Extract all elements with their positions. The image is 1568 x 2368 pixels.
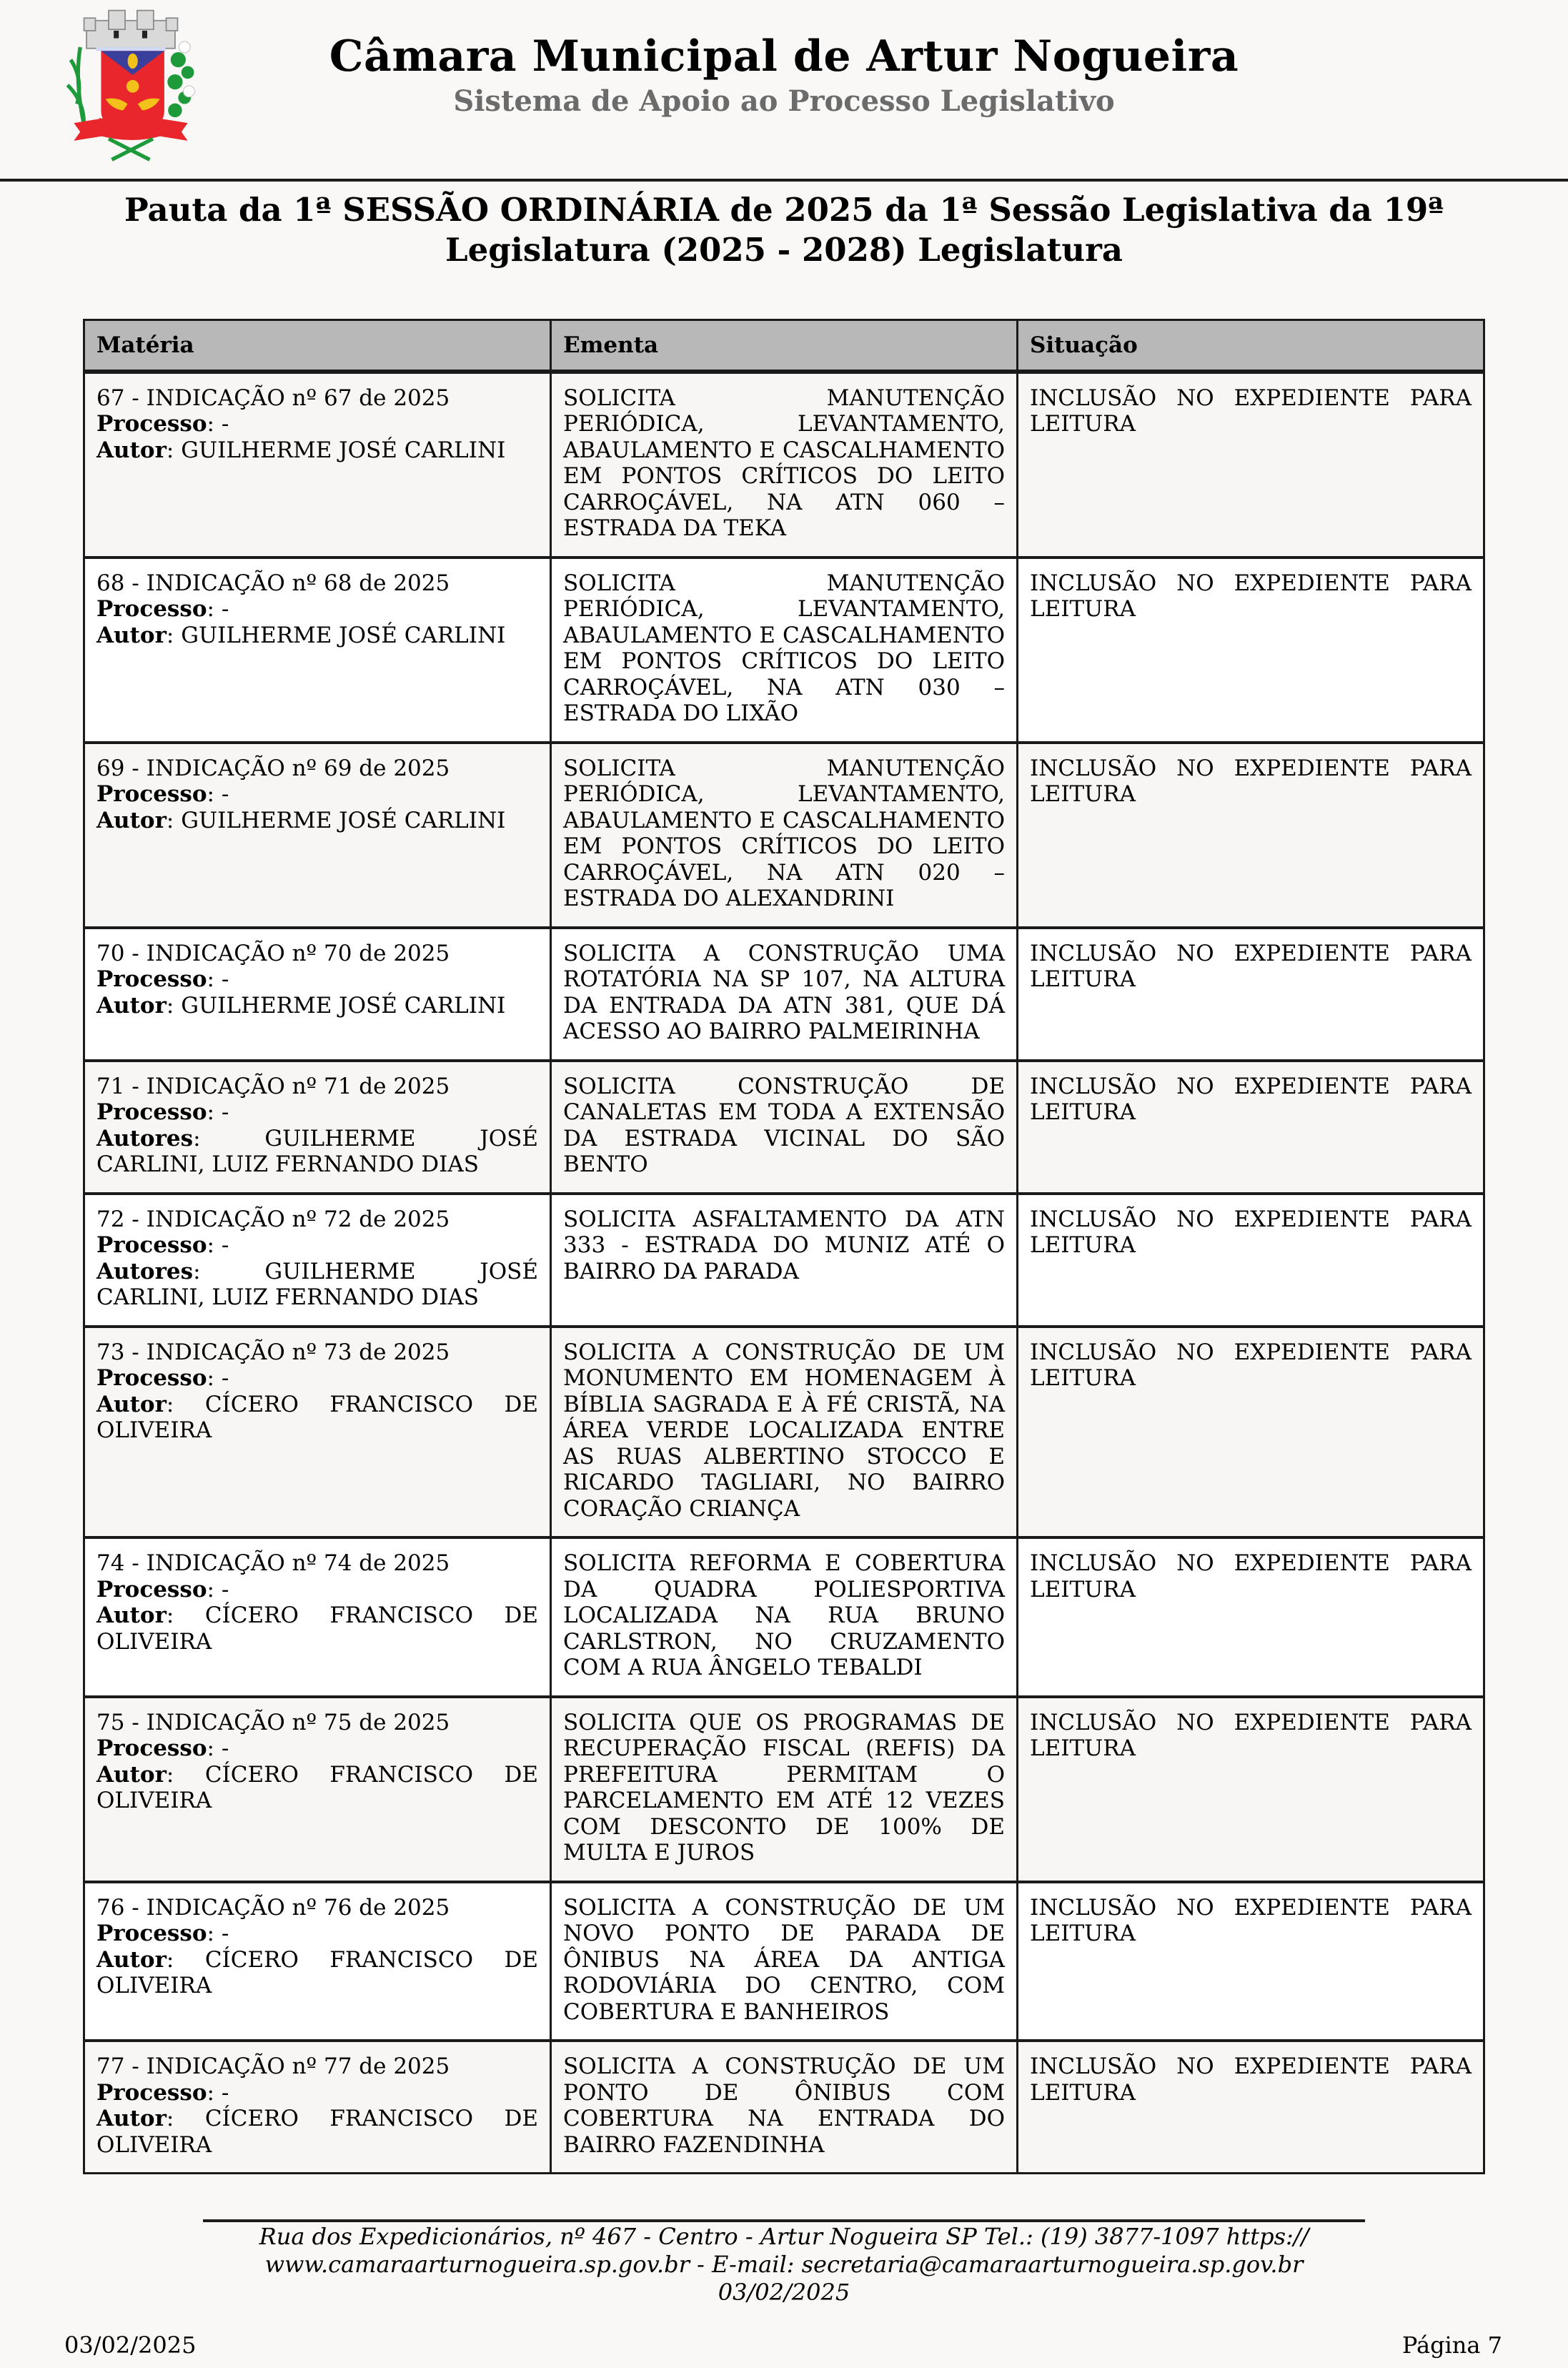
materia-cell [84,928,551,1061]
processo-label: Processo [96,411,207,437]
autor-value: : GUILHERME JOSÉ CARLINI, LUIZ FERNANDO DIAS [96,1125,538,1177]
autor-label: Autor [96,1761,167,1788]
processo-label: Processo [96,1099,207,1125]
situacao-cell: INCLUSÃO NO EXPEDIENTE PARA LEITURA [1018,928,1484,1061]
processo-line [96,411,538,437]
processo-label: Processo [96,781,207,807]
materia-cell [84,1697,551,1882]
autor-line [96,1259,538,1311]
footer-address-line1: Rua dos Expedicionários, nº 467 - Centro - Artur Nogueira SP Tel.: (19) 3877-1097 https:// [259,2223,1309,2250]
column-header-ementa: Ementa [551,320,1018,372]
table-row [84,1882,1484,2041]
system-subtitle: Sistema de Apoio ao Processo Legislativo [453,84,1115,118]
materia-cell [84,1537,551,1697]
autor-line [96,437,538,464]
autor-label: Autores [96,1125,194,1151]
situacao-cell: INCLUSÃO NO EXPEDIENTE PARA LEITURA [1018,1537,1484,1697]
autor-label: Autor [96,1602,167,1628]
processo-line [96,1232,538,1259]
autor-label: Autor [96,992,167,1019]
autor-line [96,1126,538,1178]
autor-label: Autor [96,1946,167,1973]
footer-address-line3: 03/02/2025 [718,2279,850,2306]
page-title-line2: Legislatura (2025 - 2028) Legislatura [445,231,1123,269]
processo-value: : - [207,966,229,992]
autor-line [96,1947,538,1999]
autor-label: Autores [96,1258,194,1284]
processo-line [96,596,538,623]
autor-label: Autor [96,2106,167,2131]
processo-value: : - [207,411,229,437]
processo-value: : - [207,596,229,622]
situacao-cell: INCLUSÃO NO EXPEDIENTE PARA LEITURA [1018,1697,1484,1882]
processo-label: Processo [96,1576,207,1602]
materia-cell [84,1061,551,1194]
table-row [84,743,1484,928]
ementa-cell: SOLICITA A CONSTRUÇÃO DE UM PONTO DE ÔNIBUS COM COBERTURA NA ENTRADA DO BAIRRO FAZENDINHA [551,2041,1018,2174]
materia-title: 67 - INDICAÇÃO nº 67 de 2025 [96,385,450,411]
table-row [84,928,1484,1061]
table-row [84,372,1484,558]
ementa-cell: SOLICITA MANUTENÇÃO PERIÓDICA, LEVANTAMENTO, ABAULAMENTO E CASCALHAMENTO EM PONTOS CRÍTICOS DO LEITO CARROÇÁVEL, NA ATN 060 – ESTRADA DA TEKA [551,372,1018,558]
situacao-cell: INCLUSÃO NO EXPEDIENTE PARA LEITURA [1018,1061,1484,1194]
print-date: 03/02/2025 [64,2332,197,2359]
autor-value: : GUILHERME JOSÉ CARLINI [166,807,506,833]
table-row [84,1194,1484,1327]
autor-value: : CÍCERO FRANCISCO DE OLIVEIRA [96,1602,538,1655]
processo-line [96,1577,538,1603]
ementa-cell: SOLICITA QUE OS PROGRAMAS DE RECUPERAÇÃO FISCAL (REFIS) DA PREFEITURA PERMITAM O PARCELAMENTO EM ATÉ 12 VEZES COM DESCONTO DE 100% DE MULTA E JUROS [551,1697,1018,1882]
situacao-cell: INCLUSÃO NO EXPEDIENTE PARA LEITURA [1018,1327,1484,1538]
materia-title: 73 - INDICAÇÃO nº 73 de 2025 [96,1339,450,1365]
materia-title: 70 - INDICAÇÃO nº 70 de 2025 [96,940,450,966]
autor-value: : CÍCERO FRANCISCO DE OLIVEIRA [96,1761,538,1813]
header-divider [0,179,1568,182]
materia-cell [84,743,551,928]
table-row [84,1061,1484,1194]
materia-cell [84,558,551,743]
ementa-cell: SOLICITA ASFALTAMENTO DA ATN 333 - ESTRADA DO MUNIZ ATÉ O BAIRRO DA PARADA [551,1194,1018,1327]
agenda-table [83,319,1485,2174]
materia-cell [84,2041,551,2174]
materia-title: 75 - INDICAÇÃO nº 75 de 2025 [96,1709,450,1735]
processo-value: : - [207,1232,229,1258]
materia-title: 76 - INDICAÇÃO nº 76 de 2025 [96,1894,450,1921]
processo-label: Processo [96,2079,207,2106]
materia-title: 69 - INDICAÇÃO nº 69 de 2025 [96,755,450,781]
page-title-line1: Pauta da 1ª SESSÃO ORDINÁRIA de 2025 da 1ª Sessão Legislativa da 19ª [124,191,1444,229]
ementa-cell: SOLICITA MANUTENÇÃO PERIÓDICA, LEVANTAMENTO, ABAULAMENTO E CASCALHAMENTO EM PONTOS CRÍTICOS DO LEITO CARROÇÁVEL, NA ATN 020 – ESTRADA DO ALEXANDRINI [551,743,1018,928]
column-header-situacao: Situação [1018,320,1484,372]
processo-value: : - [207,781,229,807]
processo-value: : - [207,1365,229,1391]
institution-title: Câmara Municipal de Artur Nogueira [329,31,1239,81]
processo-line [96,781,538,808]
table-row [84,1327,1484,1538]
materia-cell [84,372,551,558]
situacao-cell: INCLUSÃO NO EXPEDIENTE PARA LEITURA [1018,2041,1484,2174]
situacao-cell: INCLUSÃO NO EXPEDIENTE PARA LEITURA [1018,1882,1484,2041]
materia-title: 74 - INDICAÇÃO nº 74 de 2025 [96,1550,450,1576]
processo-label: Processo [96,966,207,992]
processo-value: : - [207,1099,229,1125]
page-number: Página 7 [1401,2332,1502,2359]
page-header [0,0,1568,180]
autor-line [96,2106,538,2158]
autor-value: : CÍCERO FRANCISCO DE OLIVEIRA [96,2106,538,2158]
autor-line [96,808,538,834]
processo-label: Processo [96,596,207,622]
processo-line [96,1921,538,1947]
processo-line [96,2080,538,2106]
processo-label: Processo [96,1365,207,1391]
processo-value: : - [207,2079,229,2106]
autor-line [96,1762,538,1814]
autor-label: Autor [96,807,167,833]
processo-label: Processo [96,1921,207,1946]
situacao-cell: INCLUSÃO NO EXPEDIENTE PARA LEITURA [1018,743,1484,928]
ementa-cell: SOLICITA A CONSTRUÇÃO UMA ROTATÓRIA NA SP 107, NA ALTURA DA ENTRADA DA ATN 381, QUE DÁ ACESSO AO BAIRRO PALMEIRINHA [551,928,1018,1061]
ementa-cell: SOLICITA A CONSTRUÇÃO DE UM MONUMENTO EM HOMENAGEM À BÍBLIA SAGRADA E À FÉ CRISTÃ, NA ÁREA VERDE LOCALIZADA ENTRE AS RUAS ALBERTINO STOCCO E RICARDO TAGLIARI, NO BAIRRO CORAÇÃO CRIANÇA [551,1327,1018,1538]
table-row [84,2041,1484,2174]
footer-address-line2: www.camaraarturnogueira.sp.gov.br - E-mail: secretaria@camaraarturnogueira.sp.gov.br [264,2251,1304,2278]
autor-value: : CÍCERO FRANCISCO DE OLIVEIRA [96,1391,538,1443]
table-row [84,558,1484,743]
ementa-cell: SOLICITA CONSTRUÇÃO DE CANALETAS EM TODA A EXTENSÃO DA ESTRADA VICINAL DO SÃO BENTO [551,1061,1018,1194]
processo-line [96,1365,538,1392]
materia-cell [84,1327,551,1538]
autor-value: : GUILHERME JOSÉ CARLINI, LUIZ FERNANDO DIAS [96,1258,538,1310]
processo-value: : - [207,1921,229,1946]
ementa-cell: SOLICITA A CONSTRUÇÃO DE UM NOVO PONTO DE PARADA DE ÔNIBUS NA ÁREA DA ANTIGA RODOVIÁRIA DO CENTRO, COM COBERTURA E BANHEIROS [551,1882,1018,2041]
ementa-cell: SOLICITA MANUTENÇÃO PERIÓDICA, LEVANTAMENTO, ABAULAMENTO E CASCALHAMENTO EM PONTOS CRÍTICOS DO LEITO CARROÇÁVEL, NA ATN 030 – ESTRADA DO LIXÃO [551,558,1018,743]
column-header-materia: Matéria [84,320,551,372]
autor-line [96,1602,538,1655]
materia-cell [84,1882,551,2041]
processo-value: : - [207,1735,229,1761]
autor-label: Autor [96,622,167,648]
autor-value: : GUILHERME JOSÉ CARLINI [166,992,506,1019]
page-title [86,190,1482,270]
processo-value: : - [207,1576,229,1602]
table-row [84,1537,1484,1697]
situacao-cell: INCLUSÃO NO EXPEDIENTE PARA LEITURA [1018,372,1484,558]
autor-value: : GUILHERME JOSÉ CARLINI [166,437,506,463]
processo-line [96,1099,538,1126]
materia-title: 68 - INDICAÇÃO nº 68 de 2025 [96,570,450,596]
autor-value: : CÍCERO FRANCISCO DE OLIVEIRA [96,1946,538,1998]
materia-title: 77 - INDICAÇÃO nº 77 de 2025 [96,2054,450,2079]
autor-line [96,993,538,1019]
autor-label: Autor [96,1391,167,1417]
processo-line [96,1735,538,1762]
processo-label: Processo [96,1735,207,1761]
situacao-cell: INCLUSÃO NO EXPEDIENTE PARA LEITURA [1018,558,1484,743]
footer-address [203,2223,1365,2307]
materia-title: 71 - INDICAÇÃO nº 71 de 2025 [96,1073,450,1099]
processo-line [96,966,538,993]
footer-divider [203,2219,1365,2222]
autor-value: : GUILHERME JOSÉ CARLINI [166,622,506,648]
materia-cell [84,1194,551,1327]
ementa-cell: SOLICITA REFORMA E COBERTURA DA QUADRA POLIESPORTIVA LOCALIZADA NA RUA BRUNO CARLSTRON, NO CRUZAMENTO COM A RUA ÂNGELO TEBALDI [551,1537,1018,1697]
autor-line [96,623,538,649]
autor-line [96,1392,538,1444]
materia-title: 72 - INDICAÇÃO nº 72 de 2025 [96,1206,450,1232]
table-header-row [84,320,1484,372]
autor-label: Autor [96,437,167,463]
table-row [84,1697,1484,1882]
processo-label: Processo [96,1232,207,1258]
situacao-cell: INCLUSÃO NO EXPEDIENTE PARA LEITURA [1018,1194,1484,1327]
